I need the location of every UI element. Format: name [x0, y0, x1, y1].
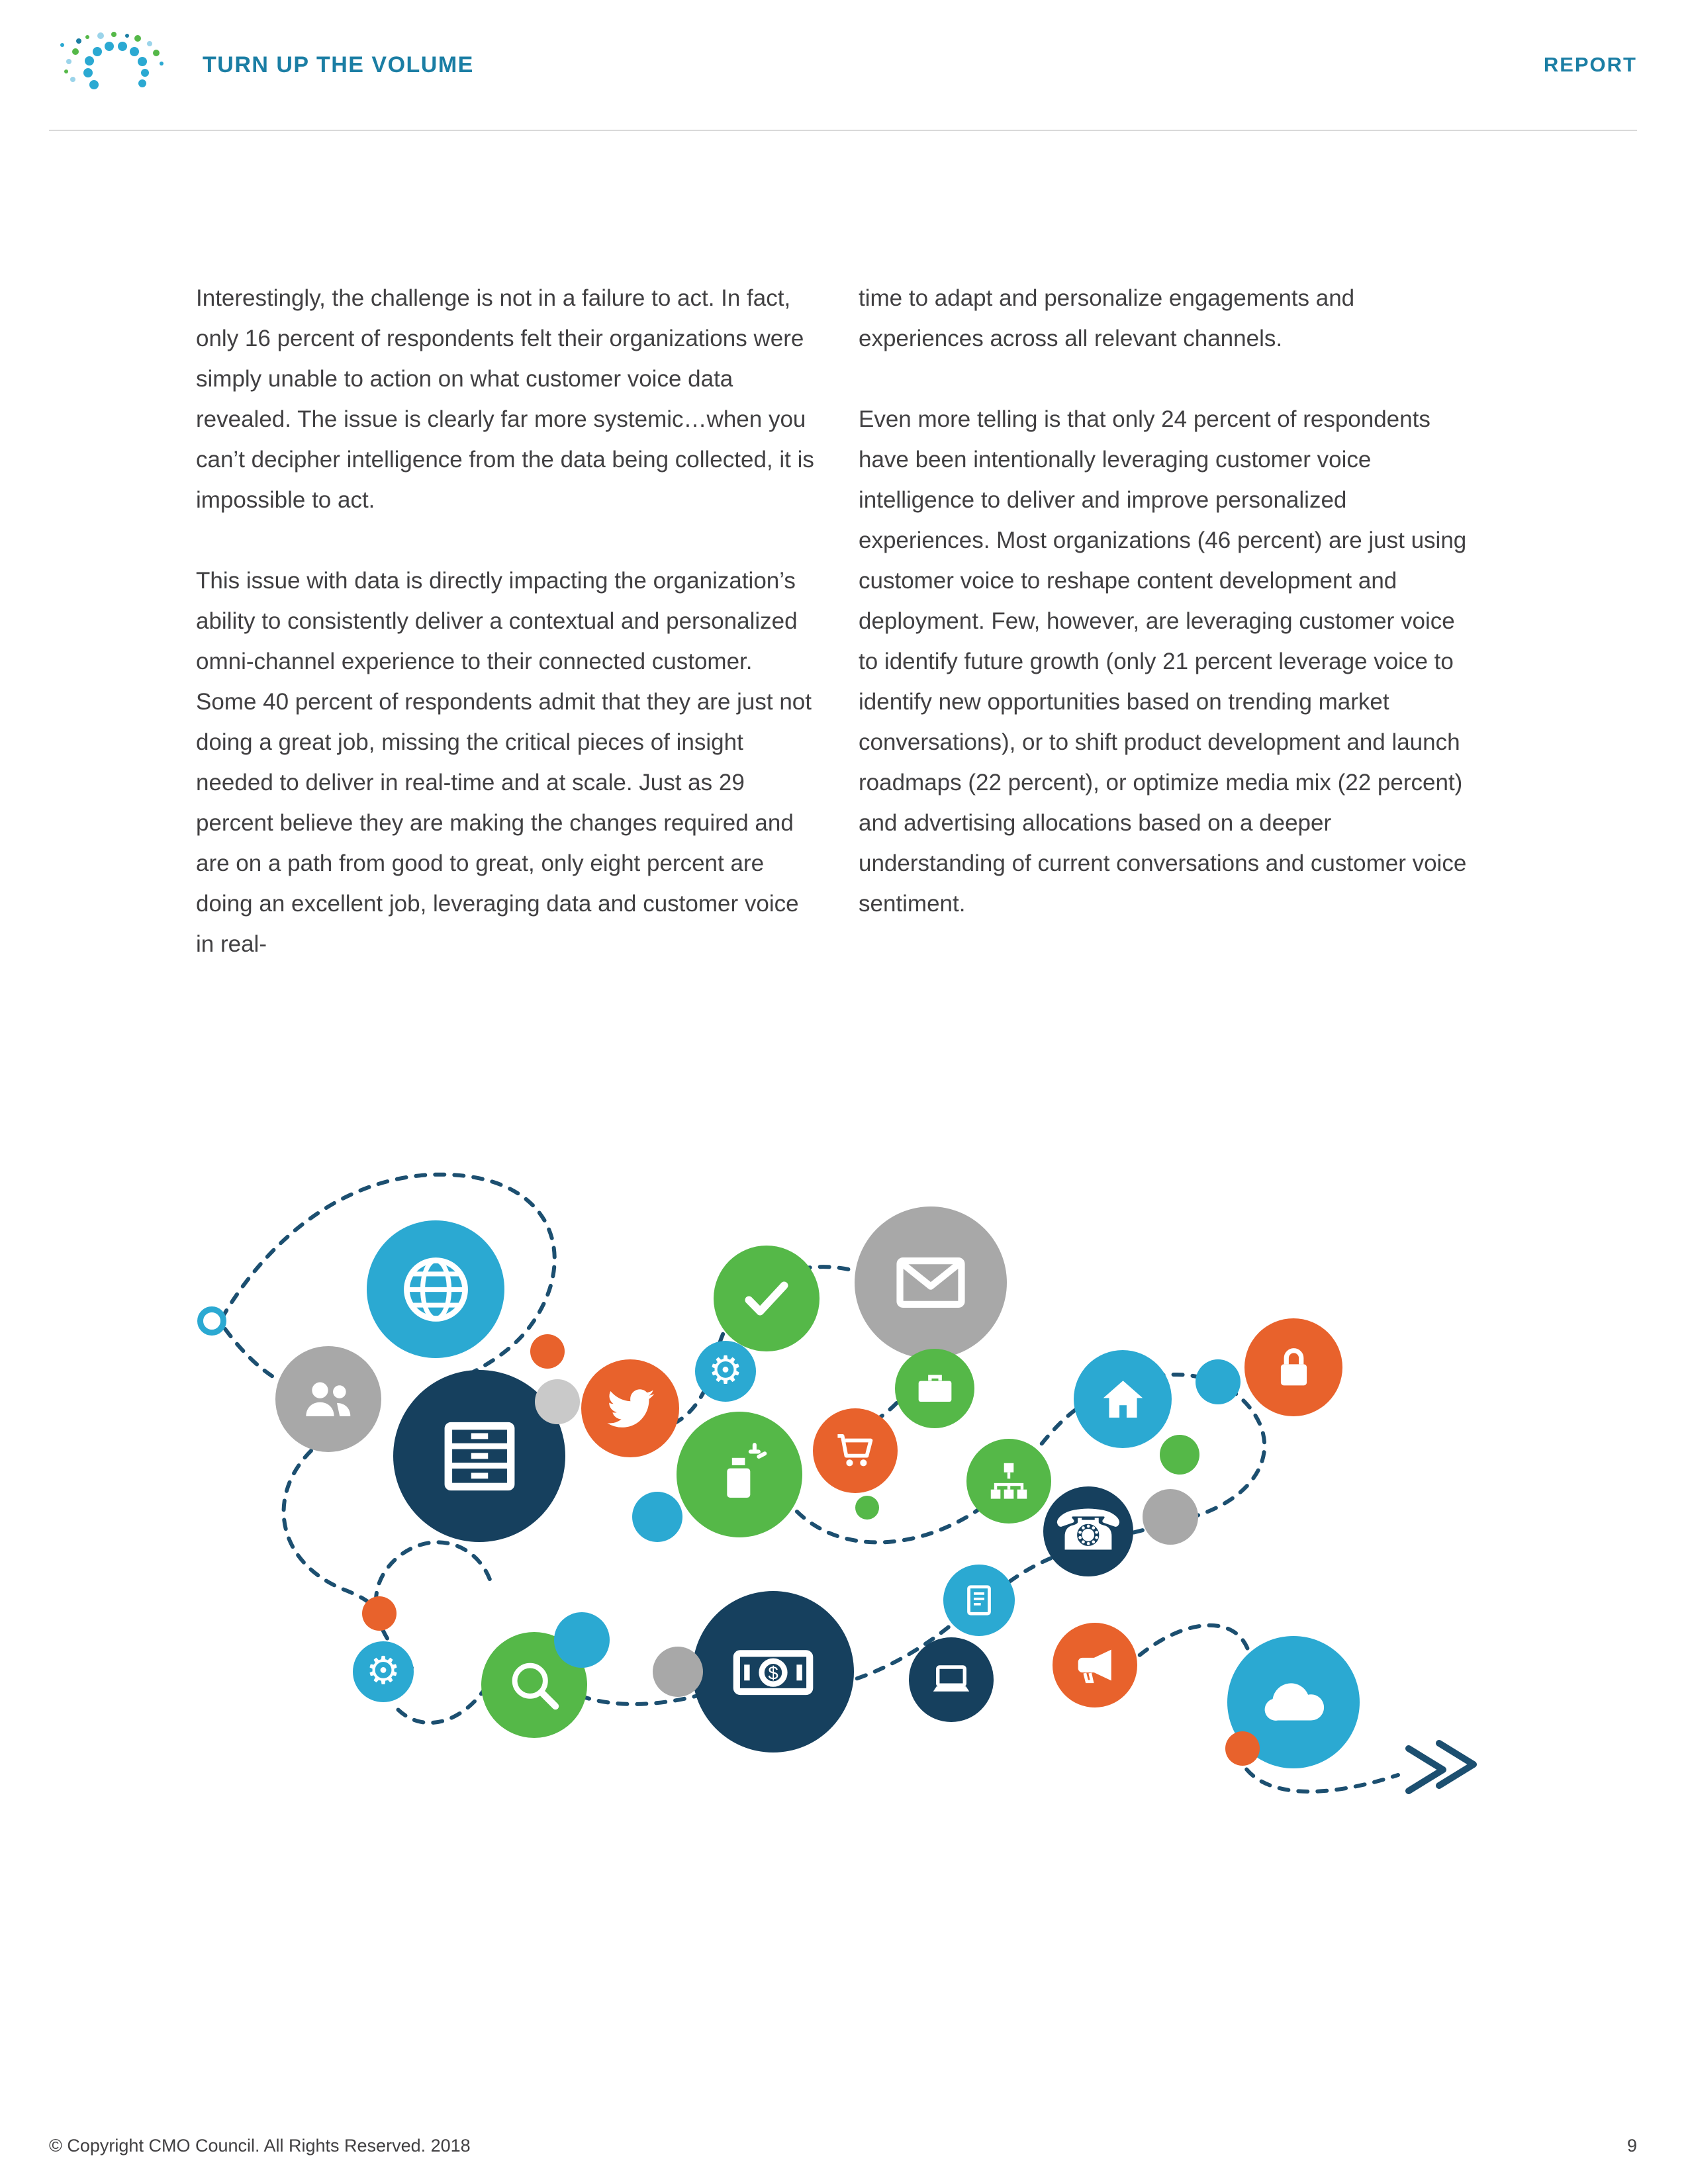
- home-icon: [1094, 1371, 1152, 1428]
- gear-bubble: [695, 1341, 756, 1402]
- cart-bubble: [813, 1408, 898, 1493]
- bird-icon: [602, 1380, 659, 1437]
- laptop-icon: [926, 1655, 976, 1705]
- dot: [1143, 1489, 1198, 1545]
- notebook-bubble: [943, 1565, 1015, 1636]
- dollar-bubble: [692, 1591, 854, 1752]
- dollar-icon: [726, 1624, 821, 1719]
- notebook-icon: [958, 1579, 1000, 1621]
- svg-text:$: $: [768, 1662, 778, 1684]
- magnifier-icon: [503, 1654, 565, 1716]
- dot: [1225, 1731, 1260, 1766]
- dot: [530, 1334, 565, 1369]
- dot: [554, 1612, 610, 1668]
- report-label: REPORT: [1543, 53, 1637, 76]
- document-title: TURN UP THE VOLUME: [203, 52, 474, 77]
- lock-bubble: [1244, 1318, 1342, 1416]
- envelope-bubble: [855, 1206, 1007, 1359]
- people-bubble: [275, 1346, 381, 1452]
- bird-bubble: [581, 1359, 679, 1457]
- envelope-icon: [886, 1238, 976, 1328]
- dot: [855, 1496, 879, 1520]
- globe-icon: [395, 1249, 477, 1330]
- dot: [535, 1379, 580, 1424]
- paragraph: time to adapt and personalize engagements and experiences across all relevant channels.: [859, 285, 1355, 351]
- megaphone-bubble: [1053, 1623, 1137, 1707]
- globe-bubble: [367, 1220, 504, 1358]
- paragraph: This issue with data is directly impacting the organization’s ability to consistently deliver a contextual and personalized omni-channel experience to their connected customer. Some 40 percent of respondents admit that they are just not doing a great job, missing the critical pieces of insight needed to deliver in real-time and at scale. Just as 29 percent believe they are making the changes required and are on a path from good to great, only eight percent are doing an excellent job, leveraging data and customer voice in real-: [196, 568, 812, 957]
- gear-icon: ⚙: [366, 1649, 400, 1692]
- lock-icon: [1265, 1339, 1323, 1396]
- archive-icon: [429, 1406, 530, 1507]
- sitemap-icon: [984, 1456, 1034, 1506]
- check-bubble: [714, 1246, 820, 1351]
- sitemap-bubble: [966, 1439, 1051, 1524]
- start-ring: [197, 1306, 226, 1336]
- spray-bubble: [677, 1412, 802, 1537]
- gear-icon: ⚙: [708, 1348, 743, 1392]
- home-bubble: [1074, 1350, 1172, 1448]
- check-icon: [735, 1267, 798, 1330]
- people-icon: [297, 1368, 359, 1430]
- dot: [653, 1647, 703, 1697]
- briefcase-icon: [912, 1365, 959, 1412]
- laptop-bubble: [909, 1637, 994, 1722]
- phone-icon: ☎: [1053, 1498, 1123, 1562]
- briefcase-bubble: [895, 1349, 974, 1428]
- page-number: 9: [1626, 2136, 1637, 2156]
- copyright-text: © Copyright CMO Council. All Rights Reserved. 2018: [49, 2136, 471, 2156]
- dot: [1196, 1359, 1241, 1404]
- cart-icon: [830, 1426, 880, 1476]
- gear-bubble: [353, 1641, 414, 1702]
- dot: [632, 1492, 682, 1542]
- cloud-icon: [1254, 1663, 1333, 1741]
- page-footer: [49, 2136, 1637, 2156]
- megaphone-icon: [1070, 1640, 1120, 1690]
- spray-icon: [702, 1437, 776, 1512]
- paragraph: Interestingly, the challenge is not in a failure to act. In fact, only 16 percent of respondents felt their organizations were simply unable to action on what customer voice data revealed. The issue is clearly far more systemic…when you can’t decipher intelligence from the data being collected, it is impossible to act.: [196, 285, 814, 513]
- dot: [362, 1596, 397, 1631]
- paragraph: Even more telling is that only 24 percent of respondents have been intentionally leveraging customer voice intelligence to deliver and improve personalized experiences. Most organizations (46 percent) are just using customer voice to reshape content development and deployment. Few, however, are leveraging customer voice to identify future growth (only 21 percent leverage voice to identify new opportunities based on trending market conversations), or to shift product development and launch roadmaps (22 percent), or optimize media mix (22 percent) and advertising allocations based on a deeper understanding of current conversations and customer voice sentiment.: [859, 406, 1467, 917]
- phone-bubble: [1043, 1486, 1133, 1576]
- dot: [1160, 1435, 1199, 1475]
